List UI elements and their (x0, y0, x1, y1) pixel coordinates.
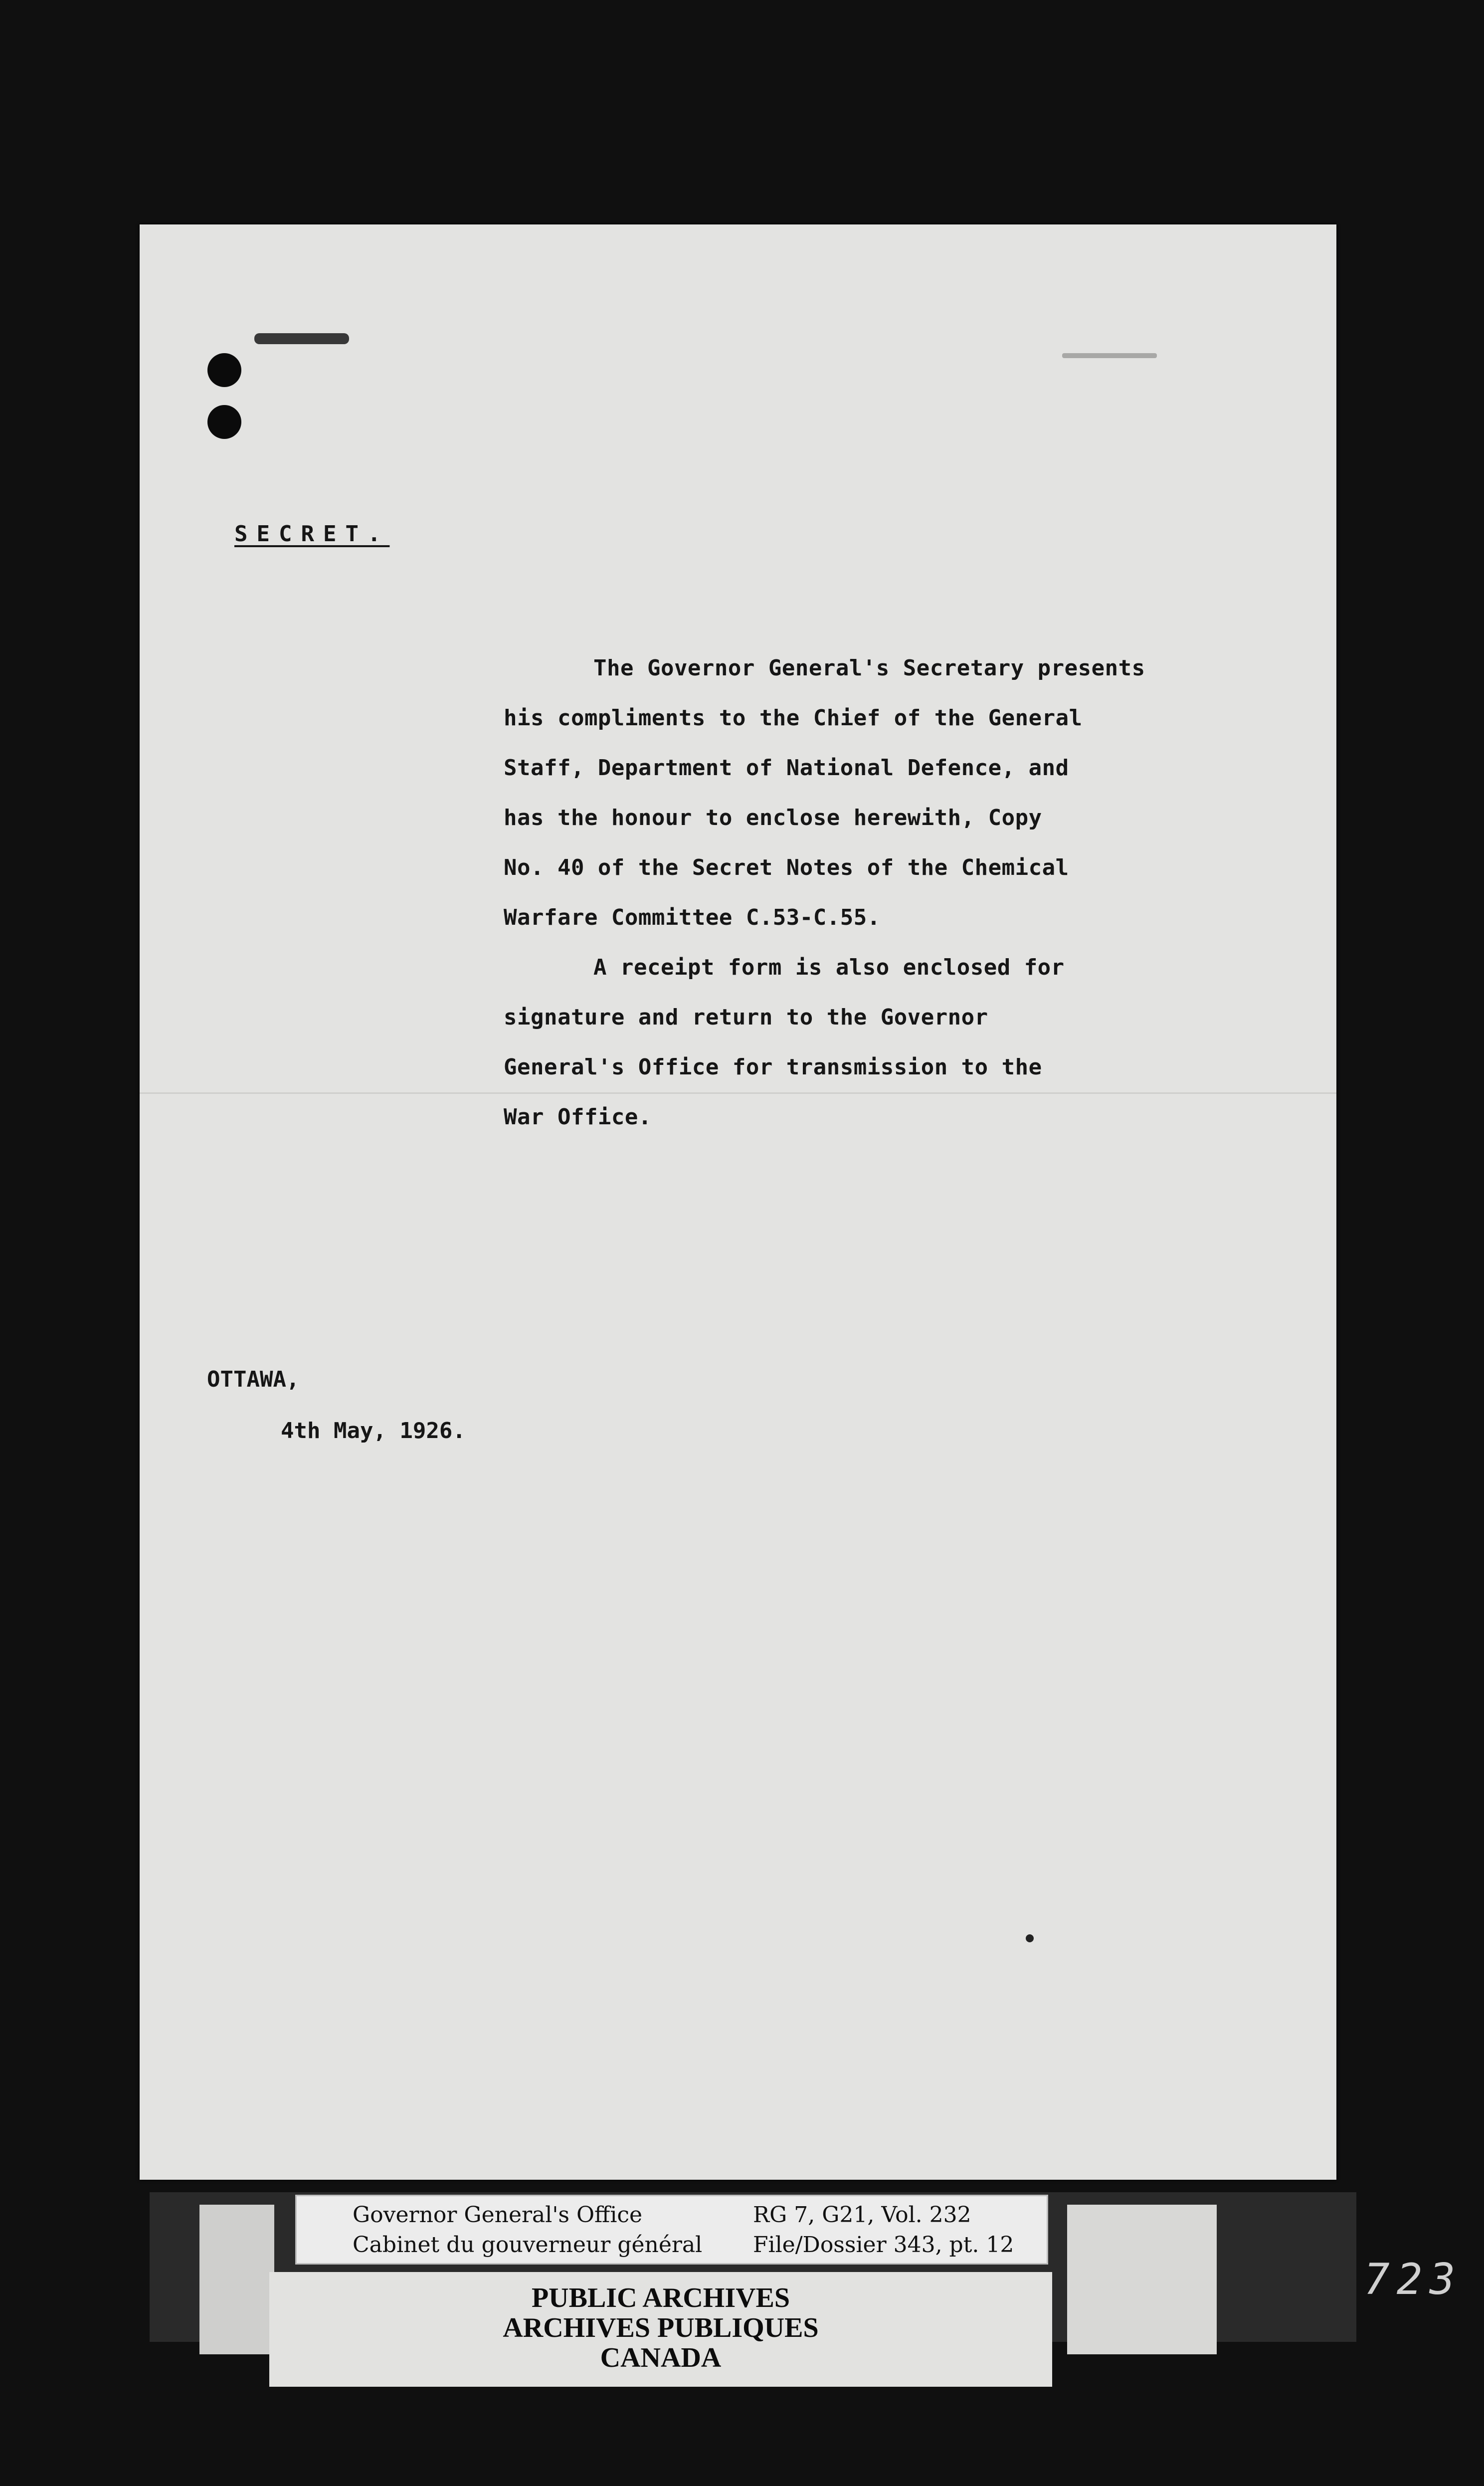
date-line: 4th May, 1926. (281, 1418, 466, 1444)
office-name-fr: Cabinet du gouverneur général (353, 2232, 703, 2258)
file-reference: File/Dossier 343, pt. 12 (753, 2232, 1014, 2258)
document-page (140, 224, 1336, 2180)
body-line: his compliments to the Chief of the General (504, 705, 1083, 731)
letter-body (504, 643, 1326, 1142)
body-line: The Governor General's Secretary presents (593, 655, 1145, 681)
strip-tab-right (1067, 2205, 1217, 2354)
body-line: Staff, Department of National Defence, and (504, 755, 1069, 781)
record-group-reference: RG 7, G21, Vol. 232 (753, 2202, 971, 2228)
body-line: Warfare Committee C.53-C.55. (504, 905, 881, 930)
body-line: War Office. (504, 1104, 652, 1130)
stamp-line-1: PUBLIC ARCHIVES (531, 2282, 790, 2313)
archives-stamp (269, 2272, 1052, 2387)
body-line: No. 40 of the Secret Notes of the Chemical (504, 855, 1069, 880)
body-line: A receipt form is also enclosed for (593, 955, 1065, 980)
classification-heading: SECRET. (234, 521, 390, 547)
body-line: has the honour to enclose herewith, Copy (504, 805, 1042, 830)
frame-number: 723 (1364, 2255, 1463, 2304)
body-line: signature and return to the Governor (504, 1005, 988, 1030)
punch-hole-bottom (207, 405, 241, 439)
strip-tab-left (199, 2205, 274, 2354)
punch-hole-top (207, 353, 241, 387)
stamp-line-3: CANADA (600, 2342, 722, 2373)
body-line: General's Office for transmission to the (504, 1054, 1042, 1080)
ink-dot (1026, 1934, 1034, 1942)
place-line: OTTAWA, (207, 1367, 300, 1392)
archive-reference-label (295, 2195, 1048, 2265)
clip-mark (254, 333, 349, 344)
page-smudge (1062, 353, 1157, 358)
office-name-en: Governor General's Office (353, 2202, 643, 2228)
stamp-line-2: ARCHIVES PUBLIQUES (503, 2312, 819, 2343)
